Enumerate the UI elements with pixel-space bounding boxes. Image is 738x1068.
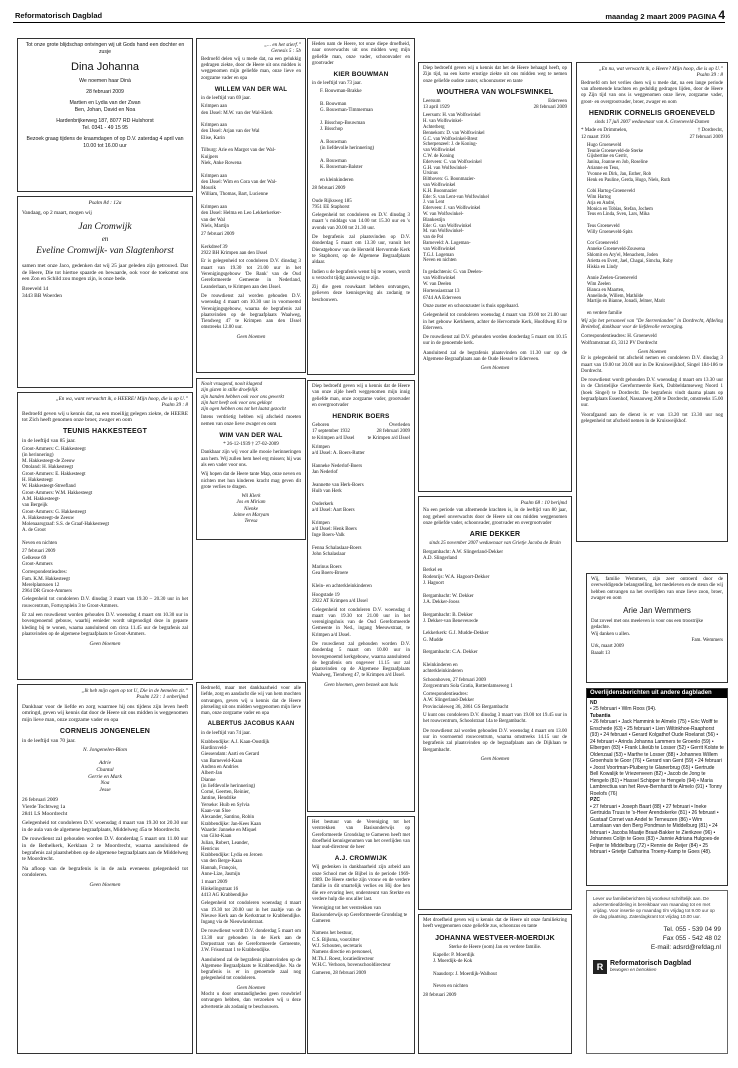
wedding-intro: Vandaag, op 2 maart, mogen wij: [22, 209, 92, 216]
wemmers-sig: Fam. Wemmers: [691, 638, 723, 644]
wim-intro: Intens verdrietig hebben wij afscheid moeten nemen van onze lieve zwager en oom: [201, 415, 301, 427]
teunis-closing: Geen bloemen: [89, 641, 121, 648]
birth-tel: Tel. 0341 - 49 15 95: [82, 125, 128, 131]
page-header: [13, 8, 725, 22]
notice-hendrik-boers: [307, 380, 415, 812]
wim-dates: * 26-12-1939 † 27-02-2009: [223, 442, 279, 448]
wouthera-place: Hortensiastraat 13 6744 AA Ederveen: [423, 289, 462, 301]
arie-corr: Correspondentieadres: A.W. Slingerland-Dekker Provincialeweg 36, 2861 GS Bergambacht: [423, 692, 509, 710]
wim-family: Wil Klerk Jos en Miriam Nienke Jaime en Maryam Teresa: [232, 494, 270, 525]
wedding-name1: Jan Cromwijk: [78, 222, 132, 233]
birth-date: 28 februari 2009: [86, 89, 124, 95]
cornelis-name: CORNELIS JONGENELEN: [59, 727, 151, 735]
wim-name: WIM VAN DER WAL: [219, 432, 283, 440]
paper-name: Reformatorisch Dagblad: [15, 11, 103, 20]
willem-closing: Geen bloemen: [236, 334, 266, 340]
ad-logo: [587, 952, 727, 974]
kier-name: KIER BOUWMAN: [333, 71, 389, 79]
cornelis-intro: Dankbaar voor de liefde en zorg waarmee hij ons tijdens zijn leven heeft omringd, geven wij kennis dat door de Heere uit ons midden is weggenomen mijn lieve man, onze zorgzame vader en opa: [22, 703, 188, 723]
albertus-text4: Mocht u door omstandigheden geen rouwbrief ontvangen hebben, dan verzoeken wij u deze advertentie als zodanig te beschouwen.: [201, 992, 301, 1010]
wemmers-text: Dat zoveel met ons meeleven is voor ons een troostrijke gedachte. Wij danken u allen.: [591, 619, 704, 637]
wim-text2: Wij hopen dat de Heere tante Map, onze neven en nichten met hun kinderen kracht mag geven dit grote verlies te dragen.: [201, 472, 301, 490]
other-papers-pzc: PZC • 27 februari • Joseph Baart (88) • 27 februari • Ineke Gertruida Truus te 's-Heer Arendskerke (81) • 26 februari • Gustaaf Cornet van Andel te Terneuzen (86) • Wim Lamslaan van den Berg Pondman te Middelburg (81) • 24 februari • Jacoba Maatje Braat-Bakker te Zierikzee (96) • Johannes Colijn te Goes (83) • Jannie Adriana Hulgoes-de Feijter te Middelburg (72) • Rennie de Reijer (84) • 25 februari • Grietje Catharina Troeny-Kamp te Goes (48).: [590, 797, 720, 855]
willem-verse-ref: Genesis 5 : 5b: [271, 48, 301, 55]
birth-call: We noemen haar Dinà: [79, 78, 131, 84]
arie-closing: Geen bloemen: [480, 756, 510, 762]
teunis-verse-ref: Psalm 39 : 8: [161, 402, 188, 409]
hendrik-died-label: Overleden: [389, 423, 410, 429]
willem-verse: „... en het stierf.”: [264, 42, 301, 48]
hendrik-closing: Geen bloemen, geen bezoek aan huis: [324, 682, 398, 688]
birth-intro: Tot onze grote blijdschap ontvingen wij uit Gods hand een dochter en zusje: [25, 42, 185, 55]
teunis-text: Gelegenheid tot condoleren D.V. dinsdag 3 maart van 19.30 – 20.30 uur in het rouwcentrum, Fortuynplein 3 te Groot-Ammers.: [22, 597, 188, 609]
notice-albertus: [196, 682, 306, 1054]
cornelis-place: 26 februari 2009 Vierde Tochtweg 1a 2841 LS Moordrecht: [22, 797, 68, 817]
arie-family: Bergambacht: A.W. Slingerland-Dekker A.D. Slingerland Berkel en Rodenrijs: W.A. Hagoort-Dekker J. Hagoort Bergambacht: W. Dekker J.A. Dekker-Jooss Bergambacht: B. Dekker J. Dekker-van Beneveuwde Lekkerkerk: G.J. Mudde-Dekker G. Mudde Bergambacht: C.A. Dekker Kleinkinderen en achterkleinkinderen: [423, 549, 503, 675]
ad-fax: Fax 055 - 542 48 02: [662, 935, 721, 942]
birth-name: Dina Johanna: [71, 61, 139, 73]
other-papers-section: [586, 688, 728, 886]
ad-tagline: bewogen en betrokken: [610, 967, 657, 972]
hendrik-dates: [312, 423, 410, 442]
cornelis-verse: „Ik heb mijn ogen op tot U, Die in de hemelen zit.”: [81, 688, 188, 694]
groeneveld-verse: „En nu, wat verwacht ik, o Heere? Mijn hoop, die is op U.”: [598, 66, 723, 72]
johanna-name: JOHANNA WESTVEER-MOERDIJK: [435, 934, 555, 942]
arie-text2: De rouwdienst zal worden gehouden D.V. woensdag 4 maart om 13.00 uur in voornoemd rouwcentrum, waarna omstreeks 14.15 uur de begrafenis zal plaatsvinden op de begraafplaats aan de Dijklaan te Bergambacht.: [423, 728, 567, 753]
arie-place: Schoonhoven, 27 februari 2009 Zorgcentrum Sola Gratia, Rotterdamseweg 1: [423, 677, 513, 689]
johanna-intro: Met droefheid geven wij u kennis dat de Heere uit onze familiekring heeft weggenomen onze geliefde zus, schoonzus en tante: [423, 918, 567, 930]
kier-intro: Heden nam de Heere, tot onze diepe droefheid, naar onverwachts uit ons midden weg mijn geliefde man, onze vader, schoonvader en grootvader: [312, 42, 410, 66]
cromwijk-name: A.J. CROMWIJK: [334, 855, 388, 863]
wouthera-name: WOUTHERA VAN WOLFSWINKEL: [436, 88, 554, 96]
notice-teunis: [17, 392, 193, 680]
johanna-since: Sterke de Heere (oom) Jan en verdere familie.: [448, 944, 542, 950]
kier-place: 28 februari 2009 Oude Rijksweg 185 7951 EE Staphorst: [312, 185, 352, 210]
notice-willem: [196, 38, 306, 373]
wim-verse: Nooit vraagend, nooit klagend zijn gisten in stille droefelijk zijn handen hebben ook voor ons gewerkt zijn hart heeft ook voor ons geklopt zijn ogen hebben ons tot het laatst gezocht: [201, 382, 286, 413]
teunis-text2: Er zal een rouwdienst worden gehouden D.V. woensdag 4 maart om 10.30 uur in bovengenoemd gebouw, waarbij eenieder wordt uitgenodigd deze in gepaste kleding bij te wonen, waarna aansluitend om circa 11.45 uur de begrafenis zal plaatsvinden op de algemene begraafplaats te Groot-Ammers.: [22, 613, 188, 637]
notice-johanna: [418, 914, 572, 1054]
teunis-place: 27 februari 2009 Gelkesse 69 Groot-Ammers: [22, 549, 56, 567]
newspaper-logo-icon: R: [593, 960, 607, 974]
groeneveld-text2: De rouwdienst wordt gehouden D.V. woensdag 4 maart om 13.30 uur in de Christelijke Gereformeerde Kerk, Dubbeldamseweg Noord 1 (hoek Singel) te Dordrecht. De begrafenis vindt daarna plaats op begraafplaats Essenhof, Nassauweg 200 te Dordrecht, omstreeks 15.00 uur.: [581, 378, 723, 409]
birth-visit: Bezoek graag tijdens de kraamdagen of op D.V. zaterdag 4 april van 10.00 tot 16.00 uur: [26, 136, 184, 149]
wouthera-text3: De rouwdienst zal D.V. gehouden worden donderdag 5 maart om 10.15 uur in de genoemde kerk.: [423, 335, 567, 347]
groeneveld-name: HENDRIK CORNELIS GROENEVELD: [588, 110, 716, 117]
wedding-address: Breeveld 14 3443 BB Woerden: [22, 285, 62, 299]
albertus-place: 1 maart 2009 Hinkelingstraat 16 4413 AG Krabbendijke: [201, 880, 248, 898]
cornelis-text: Gelegenheid tot condoleren D.V. woensdag 4 maart van 19.30 tot 20.30 uur in de aula van de algemene begraafplaats, Middelweg 45a te Moordrecht.: [22, 820, 188, 833]
willem-family: Krimpen aan den IJssel: M.W. van der Wal-Klerk Krimpen aan den IJssel: Arjan van der Wal Elise, Karin Tilburg: Arie en Margot van der Wal- Kuijpers Niek, Anke Rowena Krimpen aan den IJssel: Wim en Cora van der Wal- Mourik William, Thomas, Bart, Lucienne Krimpen aan den IJssel: Helma en Leo Lekkerkerker- van der Wal Niels, Martijn: [201, 104, 282, 229]
arie-text: U kunt ons condoleren D.V. dinsdag 3 maart van 19.00 tot 19.45 uur in het rouwcentrum, Schoolstraat 14a te Bergambacht.: [423, 713, 567, 725]
wim-text: Dankbaar zijn wij voor alle mooie herinneringen aan hem. Wij zullen hem heel erg missen; hij was als een vader voor ons.: [201, 450, 301, 468]
notice-cornelis: [17, 684, 193, 1054]
cornelis-family: N. Jongenelen-Blom Adrie Chantal Gerrie en Mark Noa Jesse: [82, 747, 127, 793]
contact-ad: [586, 890, 728, 1054]
hendrik-name: HENDRIK BOERS: [332, 413, 390, 421]
groeneveld-since: sinds 17 juli 2007 weduwnaar van A. Groeneveld-Damen: [594, 120, 710, 125]
albertus-intro: Bedroefd, maar met dankbaarheid voor alle liefde, zorg en aandacht die wij van hem mochten ontvangen, geven wij u kennis dat de Heere plotseling uit ons midden weggenomen mijn lieve man, onze zorgzame vader en opa: [201, 686, 301, 717]
albertus-text: Gelegenheid tot condoleren woensdag 4 maart van 19.30 tot 20.00 uur in het zaaltje van de Nieuwe Kerk aan de Kerkstraat te Krabbendijke. Ingang via de Nieuwlandstraat.: [201, 901, 301, 926]
arie-intro: Na een periode van afnemende krachten is, in de leeftijd van 80 jaar, nog geheel onverwachts door de Heere uit ons midden weggenomen onze geliefde vader, schoonvader, grootvader en overgrootvader: [423, 508, 567, 526]
ad-text: Lever uw familieberichten bij voorkeur schriftelijk aan. De advertentieafdeling is bereikbaar van maandag tot en met vrijdag. Voor insertie op maandag t/m vrijdag tot 9.00 uur op de dag plaatsing. Zaterdagkrant tot vrijdag 10.00 uur.: [593, 896, 715, 919]
willem-name: WILLEM VAN DER WAL: [214, 86, 288, 93]
wouthera-dates: [423, 99, 567, 112]
notice-arie-dekker: [418, 496, 572, 910]
cornelis-verse-ref: Psalm 123 : 1 onberijmd: [136, 694, 188, 701]
willem-place: 27 februari 2009 Kerkdreef 39 2922 BH Krimpen aan den IJssel: [201, 232, 268, 257]
hendrik-text2: De rouwdienst zal gehouden worden D.V. donderdag 5 maart om 10.00 uur in bovengenoemd kerkgebouw, waarna aansluitend de begrafenis om ongeveer 11.15 uur zal plaatsvinden op de Algemene Begraafplaats Waalweg, Tiendweg 47, te Krimpen a/d IJssel.: [312, 641, 410, 679]
cromwijk-signatories: Vereniging tot het verstrekken van Basisonderwijs op Gereformeerde Grondslag te Gameren Namens het bestuur, C.S. Bijlsma, voorzitter W.J. Schouten, secretaris Namens directie en personeel, M.Th.J. Roest, locatiedirecteur W.H.C. Verhoon, bovenschooldirecteur: [312, 906, 408, 968]
cromwijk-intro: Het bestuur van de Vereniging tot het verstrekken van Basisonderwijs op Gereformeerde Grondslag te Gameren heeft met droefheid kennisgenomen van het overlijden van haar oud-directeur de heer: [312, 820, 410, 851]
albertus-text2: De rouwdienst wordt D.V. donderdag 5 maart om 13.30 uur gehouden in de Kerk aan de Dorpsstraat van de Gereformeerde Gemeente, J.W. Frisostraat 1 te Krabbendijke.: [201, 929, 301, 954]
albertus-closing: Geen bloemen: [236, 985, 266, 991]
hendrik-text: Gelegenheid tot condoleren D.V. woensdag 4 maart van 19.30 tot 21.00 uur in het verenigingshuis van de Oud Gereformeerde Gemeente in Ned., ingang Meeuwstraat, te Krimpen a/d IJssel.: [312, 607, 410, 638]
wouthera-text: Onze zuster en schoonzuster is thuis opgebaard.: [423, 303, 519, 309]
cornelis-text2: De rouwdienst zal gehouden worden D.V. donderdag 5 maart om 11.00 uur in de Bethelkerk, Kerklaan 2 te Moordrecht, waarna aansluitend de begrafenis zal plaatshebben op de algemene begraafplaats aan de Middelweg te Moordrecht.: [22, 836, 188, 863]
wemmers-intro: Wij, familie Wemmers, zijn zeer ontroerd door de overweldigende belangstelling, het medeleven en de steun die wij hebben ontvangen na het overlijden van onze lieve zoon, broer, zwager en oom: [591, 577, 723, 601]
wouthera-born: Leersum 13 april 1929: [423, 98, 450, 111]
willem-text2: De rouwdienst zal worden gehouden D.V. woensdag 4 maart om 10.30 uur in voornoemd Verenigingsgebouw, waarna de begrafenis zal plaatsvinden op de begraafplaats Waalweg, Tiendweg 47 te Krimpen aan den IJssel omstreeks 12.00 uur.: [201, 293, 301, 331]
notice-kier: [307, 38, 415, 375]
notice-wim: [196, 378, 306, 540]
wemmers-place: Urk, maart 2009 Baaalt 13: [591, 644, 624, 656]
notice-hendrik-groeneveld: [576, 62, 728, 542]
cornelis-age: in de leeftijd van 70 jaar.: [22, 737, 76, 744]
wouthera-text4: Aansluitend zal de begrafenis plaatsvinden om 11.30 uur op de Algemene Begraafplaats aan de Oude Hessel te Ederveen.: [423, 350, 567, 363]
arie-since: sinds 25 november 2007 weduwnaar van Grietje Jacoba de Bruin: [429, 541, 561, 547]
hendrik-died: 28 februari 2009 te Krimpen a/d IJssel: [367, 429, 410, 441]
teunis-age: in de leeftijd van 85 jaar.: [22, 438, 76, 444]
albertus-family: Krabbendijke: A.J. Kaan-Oostdijk Hardinxveld- Giessendam: Aarti en Gerard van Barneveld-Kaan Andrea en Andries Albert-Jan Dianne (in liefdevolle herinnering) Corné, Geerten, Reinier, Jantine, Hendrike Yerseke: Huib en Sylvia Kaan-van Sloe Alexander, Santino, Robin Krabbendijke: Jan-Kees Kaan Waarde: Janneke en Miquel van Gilst-Kaan Julian, Robert, Leander, Henricus Krabbendijke: Lydia en Jeroen van den Berge-Kaan Hannah, François, Anne-Lize, Jasmijn: [201, 739, 270, 878]
groeneveld-died: † Dordrecht, 27 februari 2009: [689, 128, 723, 140]
arie-name: ARIE DEKKER: [469, 531, 521, 539]
ad-email: E-mail: adsrd@refdag.nl: [650, 944, 721, 951]
groeneveld-intro: Bedroefd om het verlies doen wij u mede dat, na een lange periode van afnemende krachten en geduldig gedragen lijden, door de Heere op Zijn tijd van ons is weggenomen onze lieve, zorgzame vader, groot- en overgrootvader, broer, zwager en oom: [581, 80, 723, 105]
johanna-place: 28 februari 2009: [423, 992, 457, 998]
header-date: maandag 2 maart 2009 PAGINA 4: [605, 8, 725, 22]
groeneveld-verse-ref: Psalm 39 : 8: [696, 72, 723, 79]
albertus-text3: Aansluitend zal de begrafenis plaatsvinden op de Algemene Begraafplaats te Krabbendijke. Na de begrafenis is er in genoemde zaal nog gelegenheid tot condoleren.: [201, 957, 301, 982]
teunis-family: Groot-Ammers: C. Hakkesteegt (in herinnering) M. Hakkesteegt-de Zeeuw Ottoland: H. Hakkesteegt Groot-Ammers: E. Hakkesteegt H. Hakkesteegt W. Hakkesteegt-Streefland Groot-Ammers: W.M. Hakkesteegt A.M. Hakkesteegt- van Bergeijk Groot-Ammers: G. Hakkesteegt A. Hakkesteegt-de Zeeuw Molenaarsgraaf: S.S. de Graaf-Hakkesteegt A. de Groot Neven en nichten: [22, 446, 110, 547]
hendrik-place: Hoogstade 19 2922 AT Krimpen a/d IJssel: [312, 592, 368, 605]
wouthera-died: Ederveen 28 februari 2009: [533, 98, 567, 111]
birth-parents: Martien en Lydia van der Zwan: [69, 100, 141, 106]
kier-age: in de leeftijd van 73 jaar.: [312, 81, 362, 87]
arie-verse: Psalm 68 : 10 berijmd: [520, 500, 567, 506]
wedding-en: en: [101, 235, 109, 244]
notice-wemmers: [586, 573, 728, 683]
kier-text4: Zij die geen rouwkaart hebben ontvangen, gelieven deze kennisgeving als zodanig te beschouwen.: [312, 285, 410, 303]
teunis-corr: Correspondentieadres: Fam. K.M. Hakkesteegt Merelplantsoen 12 2964 DR Groot-Ammers: [22, 570, 72, 595]
cromwijk-text: Wij gedenken in dankbaarheid zijn arbeid aan onze School met de Bijbel in de periode 1969-1989. De Heere sterke zijn vrouw en de verdere familie in dit smartelijk verlies en Hij doe hen die ere ervaring leer, ondersteunt van Sterkte en verdere hulp die ons aller last.: [312, 865, 410, 902]
albertus-age: in de leeftijd van 74 jaar.: [201, 731, 251, 737]
willem-text: Er is gelegenheid tot condoleren D.V. dinsdag 3 maart van 19.30 tot 21.00 uur in het Verenigingsgebouw 'De Rank' van de Oud Gereformeerde Gemeente in Nederland, Leanderlaan, te Krimpen aan den IJssel.: [201, 259, 301, 290]
groeneveld-closing: Geen bloemen: [637, 349, 667, 355]
notice-wouthera: [418, 62, 572, 492]
other-papers-tubantia: Tubantia • 26 februari • Jack Hammink te Almelo (75) • Eric Wolff te Enschede (63) • 25 februari • Lien Wiltinkhoe-Raaphorst (93) • 24 februari • Gerard Kolgathof Oude Roelanst (56) • 24 februari • Arinda Johanna Lammers te Groenlo (59) • Elbergen (83) • Frank Likeüb te Losser (52) • Gerrit Kolste te Oldenzaal (53) • Marthe te Losser (88) • Johannes Willem Groenhuis te Goor (76) • Gerard van Gent (59) • 24 februari • Joost Voortman-Pluiberg te Glanerbrug (65) • Gertrude Bell Kowalijk te Vriezenveen (82) • Jacob de Jong te Hengelo (81) • Hassel Schipper te Hengelo (94) • Maria Lambrectiua van het Reve-Bernhardt te Almelo (91) • Tonny Roelofs (76): [590, 712, 724, 797]
wedding-notice: [17, 196, 193, 388]
birth-siblings: Ben, Johan, David en Noa: [74, 107, 136, 113]
kier-text3: Indien u de begrafenis wenst bij te wonen, wordt u verzocht tijdig aanwezig te zijn.: [312, 269, 410, 281]
johanna-family: Kapelle: P. Moerdijk J. Moerdijk-de Kok Naaudorp: J. Moerdijk-Walhout Neven en nichten: [433, 952, 497, 990]
cromwijk-place: Gameren, 28 februari 2009: [312, 971, 367, 977]
kier-text2: De begrafenis zal plaatsvinden op D.V. donderdag 5 maart om 13.30 uur, vanuit het Dienstgebouw van de Hersteld Hervormde Kerk te Staphorst, op de Algemene Begraafplaats aldaar.: [312, 235, 410, 266]
groeneveld-quote: Wij zijn het personeel van "De Sterrenlanden" in Dordrecht, Afdeling Breitehof, dankbaar voor de liefdevolle verzorging.: [581, 318, 723, 331]
birth-notice: [17, 38, 193, 192]
groeneveld-born: * Made en Drimmelen, 12 maart 1916: [581, 128, 628, 140]
wedding-text: samen met onze Jaco, gedenken dat wij 25 jaar geleden zijn getrouwd. Dat de Heere, Die tot hiertoe spaarde en bewaarde, ook voor de toekomst ons een Zon en Schild zou mogen zijn, is onze bede.: [22, 263, 188, 283]
ad-brand: Reformatorisch Dagblad: [610, 960, 692, 967]
groeneveld-text: Er is gelegenheid tot afscheid nemen en condoleren D.V. dinsdag 3 maart van 19.00 tot 20.00 uur in De Kruisweijkhof, Singel 184-186 te Dordrecht.: [581, 356, 723, 374]
wouthera-intro: Diep bedroefd geven wij u kennis dat het de Heere behaagd heeft, op Zijn tijd, na een korte ernstige ziekte uit ons midden weg te nemen onze geliefde oudste zuster, schoonzuster en tante: [423, 66, 567, 84]
hendrik-family: Krimpen a/d IJssel: A. Boers-Rutter Hanneke Nederlof-Boers Jan Nederlof Jeannette van Herk-Boers Huib van Herk Ouderkerk a/d IJssel: Aart Boers Krimpen a/d IJssel: Henk Boers Inge Boers-Valk Fenna Schalaslaar-Boers John Schalaslaar Marinus Boers Gea Boers-Broere Klein- en achterkleinkinderen: [312, 445, 372, 589]
groeneveld-text3: Voorafgaand aan de dienst is er van 13.20 tot 13.30 uur nog gelegenheid tot afscheid nemen in de Kruisweijkhof.: [581, 412, 723, 424]
other-papers-title: Overlijdensberichten uit andere dagbladen: [587, 689, 727, 698]
groeneveld-family: Hugo Groeneveld Teunie Groeneveld-de Sterke Gijsbertine en Gerrit, Janina, Joanne en Job, Roseline Arianne en Teus, Yvonne en Dirk, Jan, Esther, Rob Henk en Pauline, Gerda, Hugo, Niels, Ruth Cobi Hartog-Groeneveld Wim Hartog Arja en André, Monica en Tobias, Stefan, Jochem Teus en Linda, Sven, Lars, Mika Teus Groeneveld Willy Groeneveld-Spits Cor Groeneveld Anneke Groeneveld-Zouwena Shlomit en Ary'el, Menachem, Joden Arietta en Evert, Jael, Chagai, Simcha, Ruby Hiskia en Lindy Annie Zeelen-Groeneveld Wim Zeelen Bianca en Maarten, Annelinde, Willem, Mathilde Martijn en Bianne, Jonadi, Jelmer, Marit en verdere familie: [587, 142, 674, 316]
other-papers-nd: ND • 25 februari • Wim Roos (94).: [590, 699, 657, 712]
cornelis-closing: Geen bloemen: [89, 881, 121, 888]
wouthera-family: Leersum: H. van Wolfswinkel H. van Wolfswinkel- Achterberg Bennekom: D. van Wolfswinkel G.C. van Wolfswinkel-Brest Scherpenzeel: J. de Koning- van Wolfswinkel C.W. de Koning Ederveen: C. van Wolfswinkel G.H. van Wolfswinkel- Ursinus Bilthoven: G. Boonmazier- van Wolfswinkel K.H. Boonmazier Ede: S. van Lent-van Wolfswinkel J. van Lent Ederveen: J. van Wolfswinkel W. van Wolfswinkel- Blankestijn Ede: G. van Wolfswinkel M. van Wolfswinkel- van de Pol Barneveld: A. Logeman- van Wolfswinkel T.G.J. Logeman Neven en nichten In gedachtenis: G. van Deelen- van Wolfswinkel W. van Deelen: [423, 113, 490, 287]
wedding-name2: Eveline Cromwijk- van Slagtenhorst: [36, 246, 174, 257]
wedding-verse: Psalm 84 : 12a: [88, 200, 122, 206]
teunis-name: TEUNIS HAKKESTEEGT: [62, 428, 148, 435]
cornelis-text3: Na afloop van de begrafenis is in de aula eveneens gelegenheid tot condoleren.: [22, 865, 188, 879]
wouthera-text2: Gelegenheid tot condoleren woensdag 4 maart van 19.00 tot 21.00 uur in het gebouw Kerkheem, achter de Hervormde Kerk, Hoofdweg 83 te Ederveen.: [423, 313, 567, 331]
teunis-verse: „En wa, want verwachtt ik, o HEERE! Mijn hoop, die is op U.”: [55, 396, 188, 402]
kier-family: F. Bouwman-Brakke B. Bouwman G. Bouwman-Timmerman J. Bisschop-Bouwman J. Bisschop A. Bouwman (in liefdevolle herinnering) A. Bouwman K. Bouwman-Balster en kleinkinderen: [320, 89, 375, 183]
albertus-name: ALBERTUS JACOBUS KAAN: [207, 721, 295, 728]
hendrik-born-label: Geboren: [312, 423, 330, 429]
willem-age: in de leeftijd van 69 jaar.: [201, 96, 251, 101]
groeneveld-dates: [581, 128, 723, 141]
hendrik-born: 17 september 1932 te Krimpen a/d IJssel: [312, 429, 355, 441]
ad-tel: Tel. 055 - 539 04 99: [663, 926, 721, 933]
birth-address: Hardenbrijkerweg 187, 8077 RD Hulshorst: [56, 118, 154, 124]
willem-intro: Bedroefd delen wij u mede dat, na een gelukkig gedragen ziekte, door de Heere uit ons midden is weggenomen mijn geliefde man, onze lieve en zorgzame vader en opa: [201, 56, 301, 81]
notice-cromwijk: [307, 816, 415, 1054]
wemmers-name: Arie Jan Wemmers: [623, 606, 691, 616]
hendrik-intro: Diep bedroefd geven wij u kennis dat de Heere van onze zijde heeft weggenomen mijn innig geliefde man, onze zorgzame vader, grootvader en overgrootvader: [312, 384, 410, 408]
header-rule: [13, 22, 725, 23]
kier-text: Gelegenheid tot condoleren en D.V. dinsdag 3 maart 's middags van 14.00 tot 15.30 uur en 's avonds van 20.00 tot 21.30 uur.: [312, 213, 410, 231]
groeneveld-place: Correspondentieadres: H. Groeneveld Wolframstraat 43, 3312 PV Dordrecht: [581, 334, 658, 346]
wouthera-closing: Geen bloemen: [480, 366, 510, 372]
teunis-intro: Bedroefd geven wij u kennis dat, na een moeilijg gelegen ziekte, de HEERE tot Zich heeft genomen onze broer, zwager en oom: [22, 410, 188, 424]
